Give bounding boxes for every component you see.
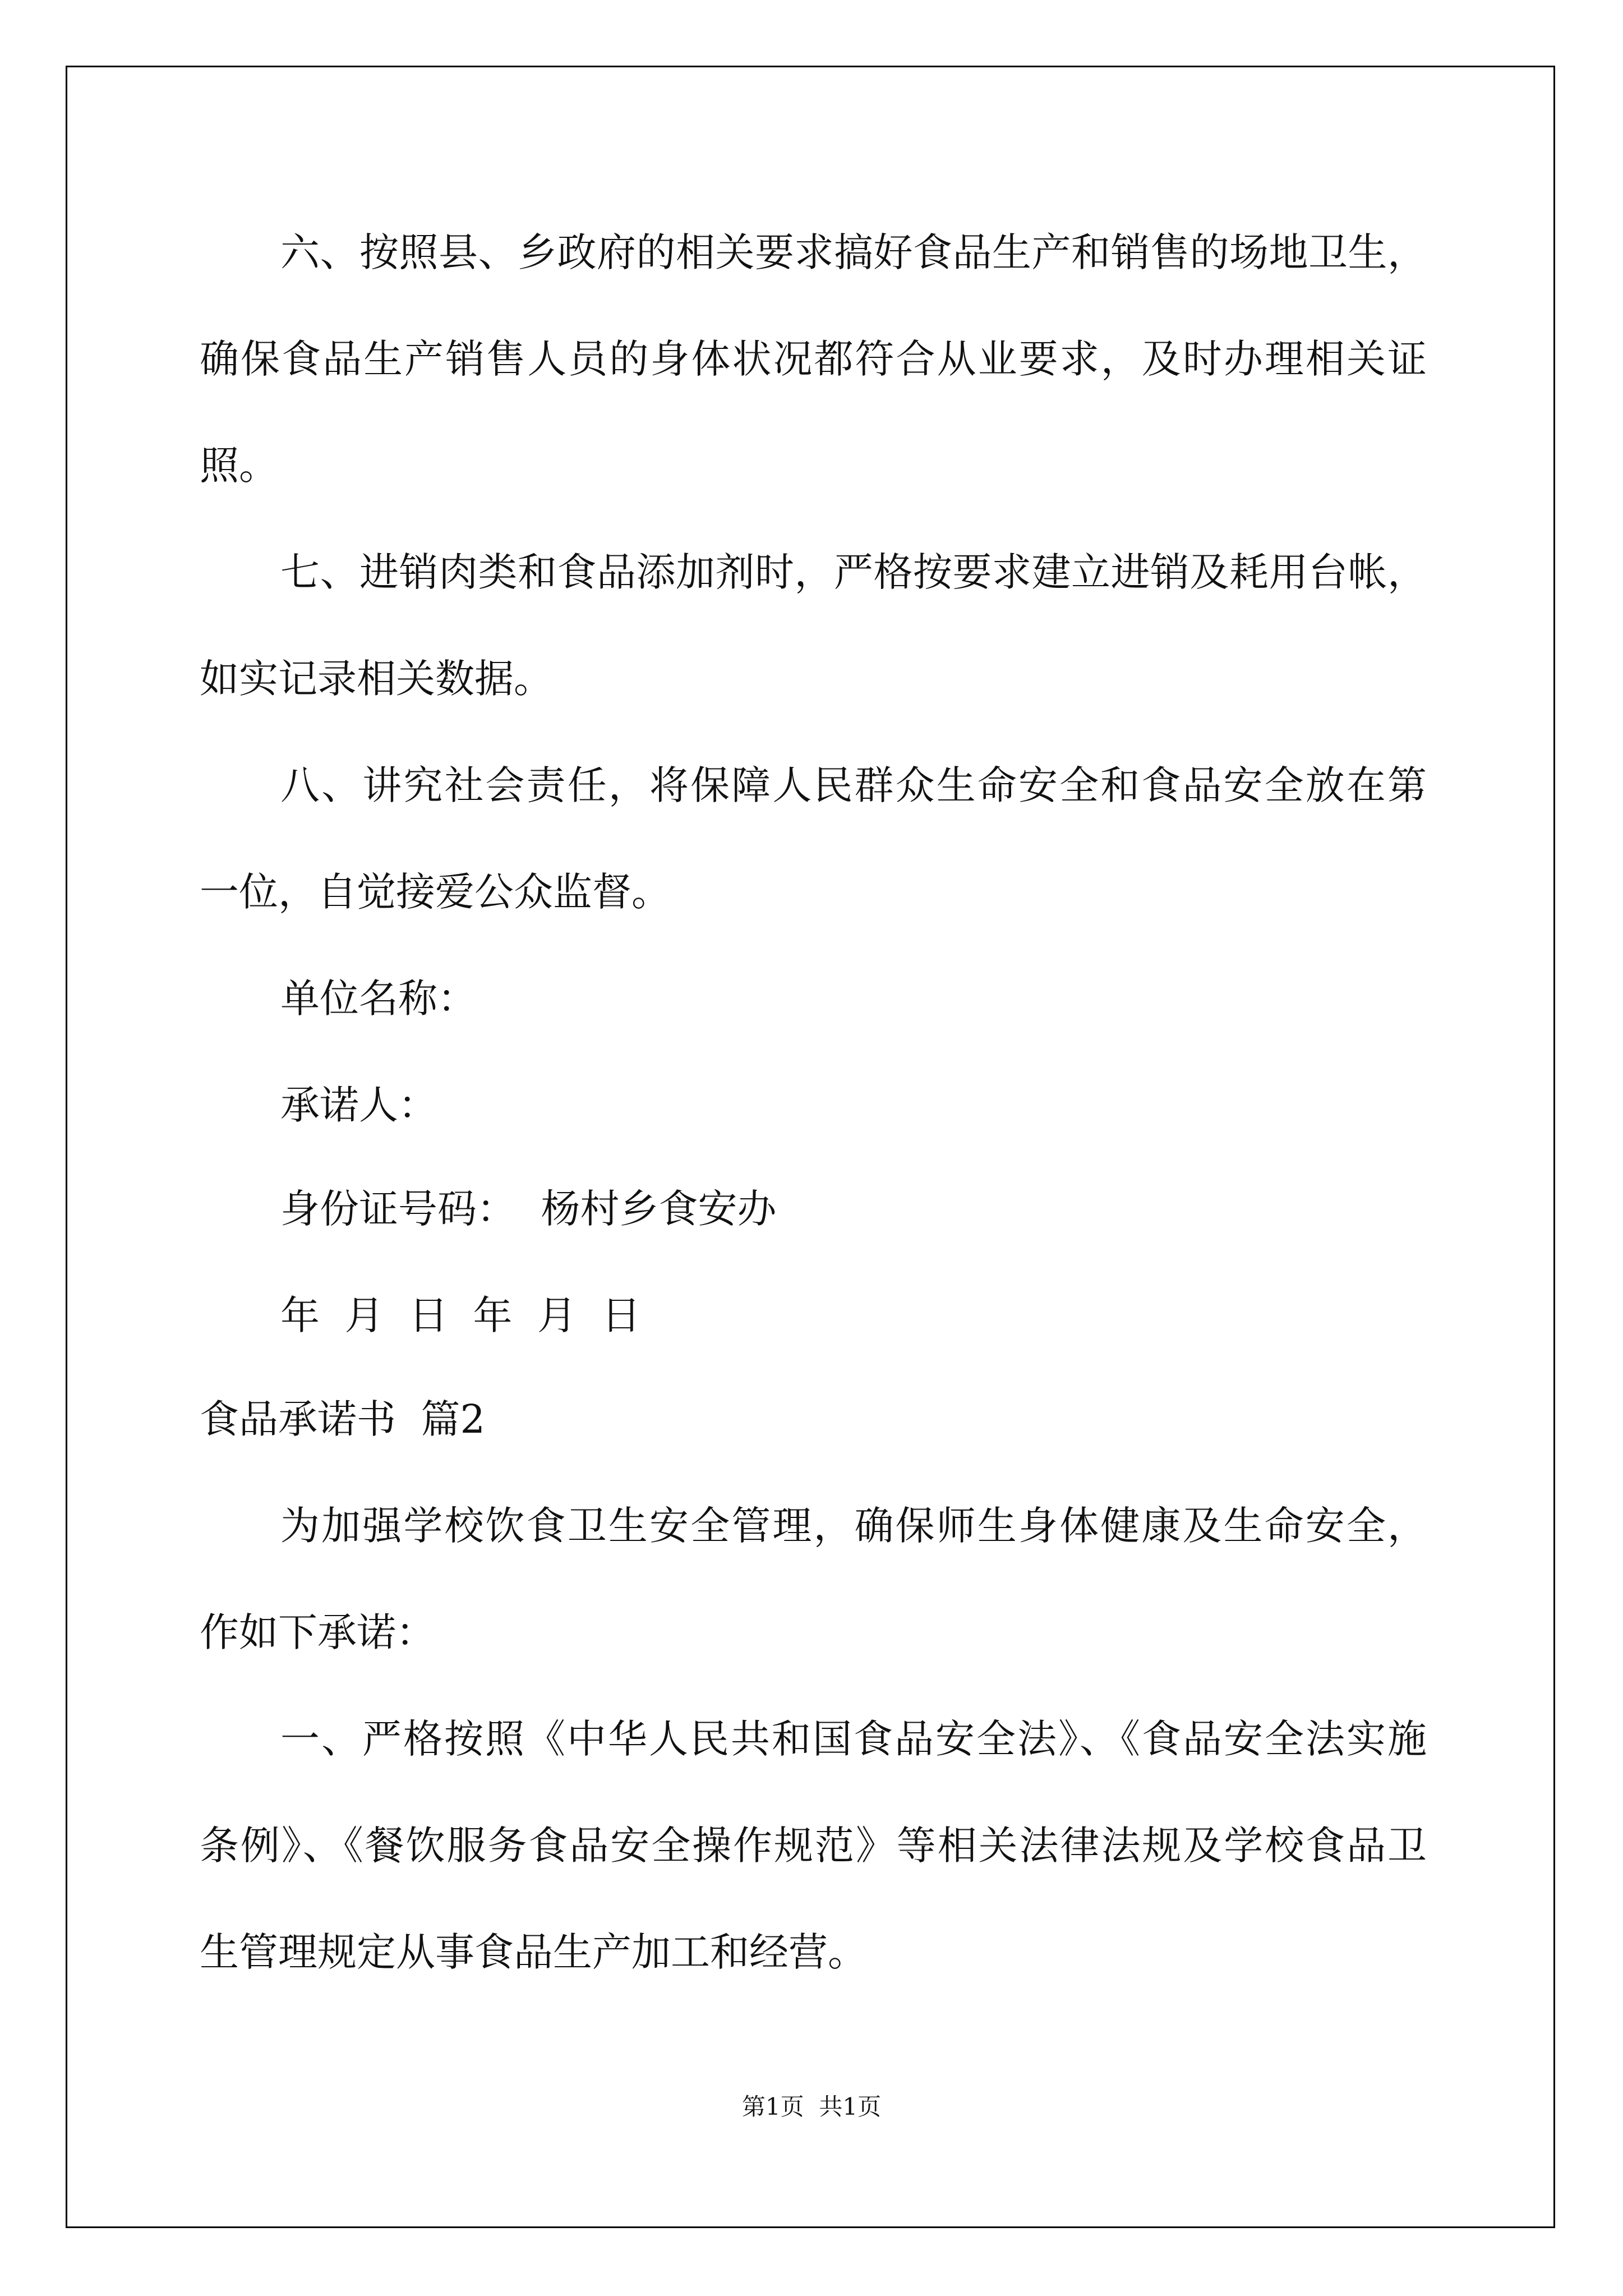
item-1-line-2: 条例》、《餐饮服务食品安全操作规范》等相关法律法规及学校食品卫: [200, 1823, 1427, 1869]
paragraph-6-line-1: 六、按照县、乡政府的相关要求搞好食品生产和销售的场地卫生，: [280, 229, 1427, 275]
id-number-line: 身份证号码： 杨村乡食安办: [280, 1186, 777, 1232]
intro-line-2: 作如下承诺：: [200, 1609, 435, 1655]
page-border: [66, 66, 1555, 2228]
section-heading: 食品承诺书 篇2: [200, 1396, 486, 1442]
page-footer: 第1页 共1页: [741, 2093, 882, 2120]
item-1-line-3: 生管理规定从事食品生产加工和经营。: [200, 1929, 867, 1975]
paragraph-7-line-1: 七、进销肉类和食品添加剂时，严格按要求建立进销及耗用台帐，: [280, 549, 1427, 595]
date-line: 年 月 日 年 月 日: [280, 1292, 641, 1338]
intro-line-1: 为加强学校饮食卫生安全管理，确保师生身体健康及生命安全，: [280, 1503, 1427, 1549]
paragraph-7-line-2: 如实记录相关数据。: [200, 656, 553, 702]
paragraph-8-line-2: 一位，自觉接爱公众监督。: [200, 869, 671, 915]
item-1-line-1: 一、严格按照《中华人民共和国食品安全法》、《食品安全法实施: [280, 1716, 1427, 1762]
paragraph-8-line-1: 八、讲究社会责任，将保障人民群众生命安全和食品安全放在第: [280, 762, 1427, 808]
paragraph-6-line-3: 照。: [200, 443, 278, 489]
unit-name-label: 单位名称：: [280, 976, 477, 1022]
paragraph-6-line-2: 确保食品生产销售人员的身体状况都符合从业要求，及时办理相关证: [200, 336, 1427, 382]
promisor-label: 承诺人：: [280, 1082, 437, 1128]
